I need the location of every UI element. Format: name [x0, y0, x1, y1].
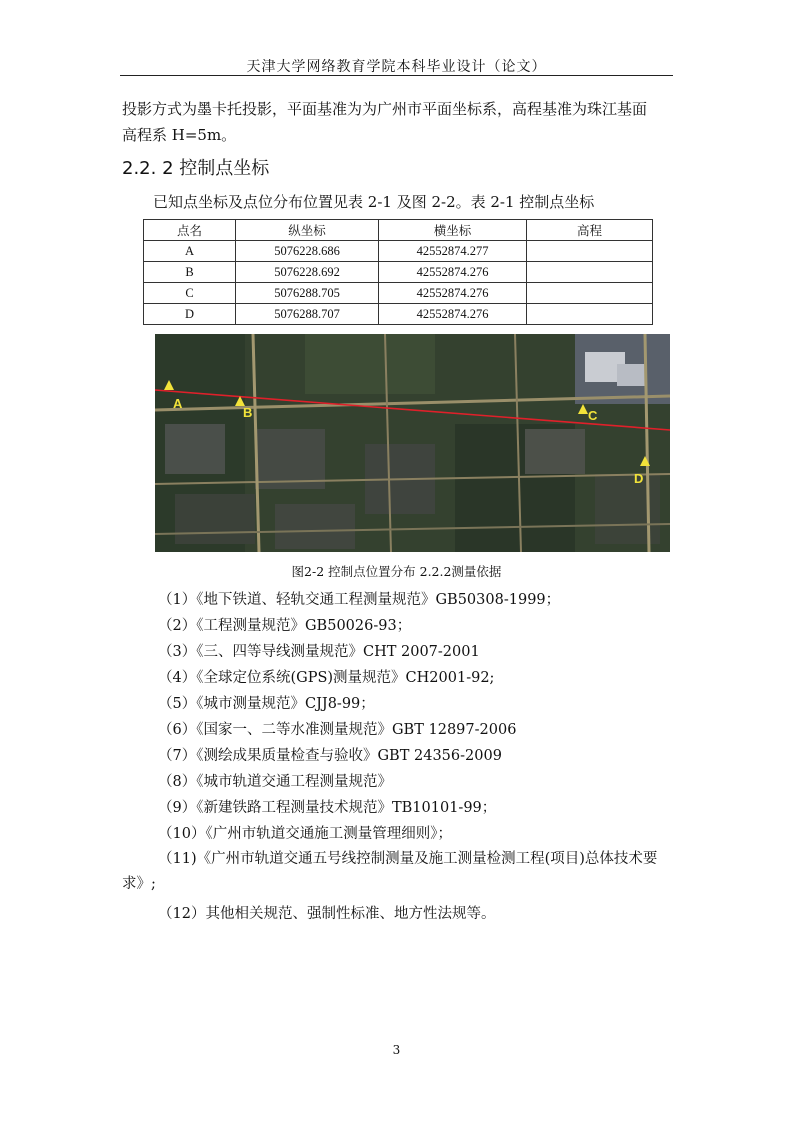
- table-cell: 42552874.276: [379, 262, 527, 283]
- reference-item: （8）《城市轨道交通工程测量规范》: [158, 774, 392, 790]
- reference-item: （11)《广州市轨道交通五号线控制测量及施工测量检测工程(项目)总体技术要求》;: [122, 851, 658, 892]
- table-cell: 5076228.686: [236, 241, 379, 262]
- page-number: 3: [392, 1043, 401, 1057]
- intro-line-1: 投影方式为墨卡托投影，平面基准为为广州市平面坐标系，高程基准为珠江基面: [122, 100, 648, 118]
- page-header: 天津大学网络教育学院本科毕业设计（论文）: [246, 59, 547, 75]
- table-header-row: [144, 220, 653, 241]
- table-cell: 5076288.705: [236, 283, 379, 304]
- table-cell: A: [144, 241, 236, 262]
- table-row: [144, 283, 653, 304]
- table-cell: [527, 241, 653, 262]
- reference-item: （1）《地下铁道、轻轨交通工程测量规范》GB50308-1999；: [158, 592, 561, 608]
- table-cell: [527, 283, 653, 304]
- table-row: [144, 304, 653, 325]
- section-heading: 2.2. 2 控制点坐标: [122, 158, 270, 179]
- reference-item: （2）《工程测量规范》GB50026-93；: [158, 618, 412, 634]
- table-cell: 5076288.707: [236, 304, 379, 325]
- table-row: [144, 262, 653, 283]
- marker-label: B: [243, 405, 253, 420]
- reference-item: （3）《三、四等导线测量规范》CHT 2007-2001: [158, 644, 480, 660]
- table-cell: 42552874.277: [379, 241, 527, 262]
- marker-label: D: [634, 471, 644, 486]
- reference-item: （6）《国家一、二等水准测量规范》GBT 12897-2006: [158, 722, 517, 738]
- figure-caption: 图2-2 控制点位置分布 2.2.2测量依据: [291, 564, 502, 579]
- column-header: 点名: [144, 220, 236, 241]
- table-cell: 5076228.692: [236, 262, 379, 283]
- table-cell: 42552874.276: [379, 304, 527, 325]
- reference-item: （5）《城市测量规范》CJJ8-99；: [158, 696, 375, 712]
- table-cell: B: [144, 262, 236, 283]
- column-header: 纵坐标: [236, 220, 379, 241]
- reference-item: （10）《广州市轨道交通施工测量管理细则》；: [158, 826, 452, 842]
- control-point-table: [143, 219, 653, 325]
- table-cell: D: [144, 304, 236, 325]
- header-rule: [120, 75, 673, 76]
- intro-line-2: 高程系 H=5m。: [122, 126, 237, 144]
- table-cell: C: [144, 283, 236, 304]
- reference-item: （9）《新建铁路工程测量技术规范》TB10101-99；: [158, 800, 497, 816]
- satellite-map-image: [155, 334, 670, 552]
- table-cell: 42552874.276: [379, 283, 527, 304]
- table-lead-text: 已知点坐标及点位分布位置见表 2-1 及图 2-2。表 2-1 控制点坐标: [153, 193, 595, 211]
- reference-item: （7）《测绘成果质量检查与验收》GBT 24356-2009: [158, 748, 502, 764]
- table-cell: [527, 304, 653, 325]
- reference-item: （12）其他相关规范、强制性标准、地方性法规等。: [158, 906, 496, 922]
- table-row: [144, 241, 653, 262]
- marker-label: A: [173, 396, 183, 411]
- column-header: 横坐标: [379, 220, 527, 241]
- table-cell: [527, 262, 653, 283]
- marker-label: C: [588, 408, 598, 423]
- column-header: 高程: [527, 220, 653, 241]
- reference-item: （4）《全球定位系统(GPS)测量规范》CH2001-92;: [158, 670, 495, 686]
